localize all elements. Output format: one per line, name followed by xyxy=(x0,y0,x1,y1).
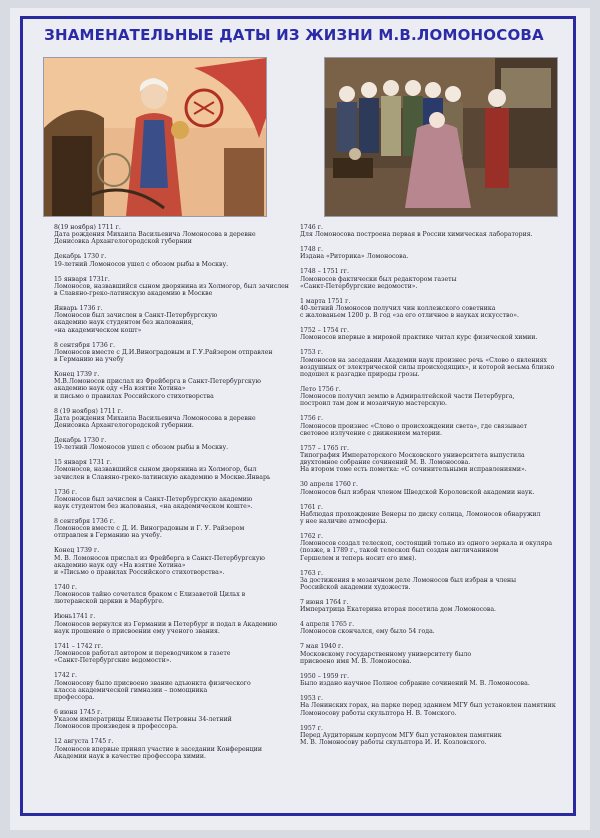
entry-right-3 xyxy=(300,298,562,320)
entry-right-17 xyxy=(300,695,562,717)
entry-date: Декабрь 1730 г. xyxy=(54,253,107,261)
entry-right-0 xyxy=(300,224,562,238)
entry-left-3 xyxy=(54,305,302,334)
entry-text: Императрица Екатерина вторая посетила дом Ломоносова. xyxy=(300,606,496,614)
group-painting-art xyxy=(325,58,557,216)
entry-date: 6 июня 1745 г. xyxy=(54,708,103,716)
entry-right-18 xyxy=(300,725,562,747)
entry-text: 19-летний Ломоносов ушел с обозом рыбы в Москву. xyxy=(54,260,229,268)
entry-date: Конец 1739 г. xyxy=(54,371,100,379)
entry-date: 7 июня 1764 г. xyxy=(300,599,349,607)
entry-text: Ломоносов был зачислен в Санкт-Петербургскую академию наук студентом без жалования, «на академическом кошт» xyxy=(54,312,218,334)
entry-right-15 xyxy=(300,643,562,665)
entry-date: 8 сентября 1736 г. xyxy=(54,518,115,526)
entry-date: 1742 г. xyxy=(54,672,77,680)
entry-right-12 xyxy=(300,570,562,592)
entry-text: Ломоносов вернулся из Германии в Петербург и подал в Академию наук прошение о присвоении ему ученого звания. xyxy=(54,620,277,635)
entry-date: 4 апреля 1765 г. xyxy=(300,621,355,629)
entry-left-9 xyxy=(54,489,302,511)
entry-right-5 xyxy=(300,349,562,378)
entry-text: Ломоносов, назвавшийся сыном дворянина из Холмогор, был зачислен в Славяно-греко-латинскую академию в Москве.Январь xyxy=(54,466,271,481)
entry-left-6 xyxy=(54,408,302,430)
entry-text: Ломоносов был избран членом Шведской Королевской академии наук. xyxy=(300,488,535,496)
entry-text: Ломоносов вместе с Д.И.Виноградовым и Г.У.Райзером отправлен в Германию на учебу xyxy=(54,348,273,364)
entry-text: Перед Аудиторным корпусом МГУ был установлен памятник М. В. Ломоносову работы скульптора И. И. Козловского. xyxy=(300,731,502,746)
entry-date: Лето 1756 г. xyxy=(300,386,341,394)
entry-left-14 xyxy=(54,643,302,665)
entry-date: 1753 г. xyxy=(300,349,323,357)
right-column xyxy=(300,224,562,832)
entry-date: 1752 – 1754 гг. xyxy=(300,327,349,335)
entry-left-12 xyxy=(54,584,302,606)
entry-text: Типография Императорского Московского университета выпустила двухтомное собрание сочинений М. В. Ломоносова. На втором томе есть пометка: «С сочинительными исправлениями». xyxy=(300,452,527,474)
entry-right-11 xyxy=(300,533,562,562)
entry-date: Июнь1741 г. xyxy=(54,613,96,621)
entry-text: Было издано научное Полное собрание сочинений М. В. Ломоносова. xyxy=(300,680,530,688)
entry-left-16 xyxy=(54,709,302,731)
entry-left-0 xyxy=(54,224,302,246)
left-column xyxy=(54,224,302,832)
entry-left-13 xyxy=(54,613,302,635)
entry-date: 1761 г. xyxy=(300,503,323,511)
entry-text: Ломоносов произнес «Слово о происхождении света», где связывает световое излучение с движением материи. xyxy=(300,422,528,437)
entry-left-5 xyxy=(54,371,302,400)
entry-right-1 xyxy=(300,246,562,260)
entry-text: Московскому государственному университету было присвоено имя М. В. Ломоносова. xyxy=(300,650,472,665)
entry-date: 15 января 1731 г. xyxy=(54,459,112,467)
entry-date: 1950 – 1959 гг. xyxy=(300,672,349,680)
entry-date: 8(19 ноября) 1711 г. xyxy=(54,224,121,231)
entry-right-7 xyxy=(300,415,562,437)
entry-left-10 xyxy=(54,518,302,540)
entry-text: 40-летний Ломоносов получил чин коллежского советника с жалованьем 1200 р. В год «за его отличное в науках искусство». xyxy=(300,305,519,320)
entry-text: М. В. Ломоносов прислал из Фрейберга в Санкт-Петербургскую академию наук оду «На взятие Хотина» и «Письмо о правилах Российского стихотворства». xyxy=(54,554,265,577)
entry-text: Издана «Риторика» Ломоносова. xyxy=(300,253,409,261)
entry-text: Ломоносов вместе с Д. И. Виноградовым и Г. У. Райзером отправлен в Германию на учебу. xyxy=(54,525,245,540)
entry-text: Для Ломоносова построена первая в России химическая лаборатория. xyxy=(300,231,533,239)
entry-date: 8 (19 ноября) 1711 г. xyxy=(54,407,123,415)
entry-right-14 xyxy=(300,621,562,635)
entry-left-11 xyxy=(54,547,302,576)
entry-date: 15 января 1731г. xyxy=(54,275,110,283)
entry-date: Конец 1739 г. xyxy=(54,547,100,555)
entry-text: 19-летний Ломоносов ушел с обозом рыбы в Москву. xyxy=(54,444,229,452)
entry-text: Ломоносов получил землю в Адмиралтейской части Петербурга, построил там дом и мозаичную мастерскую. xyxy=(300,393,515,408)
entry-date: 1748 г. xyxy=(300,246,323,254)
entry-date: 1756 г. xyxy=(300,415,323,423)
entry-date: 1757 – 1765 гг. xyxy=(300,444,349,452)
entry-date: 1736 г. xyxy=(54,488,77,496)
entry-right-13 xyxy=(300,599,562,613)
entry-right-9 xyxy=(300,481,562,495)
entry-left-2 xyxy=(54,276,302,298)
entry-left-4 xyxy=(54,342,302,364)
entry-date: 8 сентября 1736 г. xyxy=(54,341,115,349)
entry-date: 1762 г. xyxy=(300,533,323,541)
entry-text: Ломоносову было присвоено звание адъюнкта физического класса академической гимназии – помощника профессора. xyxy=(54,679,251,701)
entry-left-1 xyxy=(54,253,302,267)
entry-date: 1740 г. xyxy=(54,584,77,592)
entry-text: Ломоносов создал телескоп, состоящий только из одного зеркала и окуляра (позже, в 1789 г., такой телескоп был создан англичанином Гершелем и теперь носит его имя). xyxy=(300,540,553,562)
entry-date: 1957 г. xyxy=(300,724,323,732)
entry-text: Ломоносов был зачислен в Санкт-Петербургскую академию наук студентом без жалованья, «на академическом коште». xyxy=(54,495,253,511)
entry-left-7 xyxy=(54,437,302,451)
entry-date: Январь 1736 г. xyxy=(54,305,103,313)
entry-text: Дата рождения Михаила Васильевича Ломоносова в деревне Денисовка Архангелогородской губернии xyxy=(54,231,256,246)
entry-date: Декабрь 1730 г. xyxy=(54,437,107,445)
entry-text: Ломоносов впервые принял участие в заседании Конференции Академии наук в качестве профессора химии. xyxy=(54,745,262,760)
entry-date: 1748 – 1751 гг. xyxy=(300,268,349,276)
entry-date: 30 апреля 1760 г. xyxy=(300,481,358,489)
entry-text: Ломоносов работал автором и переводчиком в газете «Санкт-Петербургские ведомости». xyxy=(54,650,231,665)
entry-right-8 xyxy=(300,445,562,474)
entry-right-2 xyxy=(300,268,562,290)
entry-text: Ломоносов тайно сочетался браком с Елизаветой Цильх в лютеранской церкви в Марбурге. xyxy=(54,591,246,606)
entry-right-10 xyxy=(300,504,562,526)
entry-date: 1746 г. xyxy=(300,224,323,231)
entry-right-6 xyxy=(300,386,562,408)
entry-text: За достижения в мозаичном деле Ломоносов был избран в члены Российской академии художеств. xyxy=(300,576,517,592)
entry-text: Ломоносов на заседании Академии наук произнес речь «Слово о явлениях воздушных от электрической силы происходящих», и которой весьма близко подошел к разгадке природы грозы. xyxy=(300,356,555,379)
entry-text: На Ленинских горах, на паркe перед зданием МГУ был установлен памятник Ломоносову работы скульптора Н. В. Томского. xyxy=(300,702,556,717)
entry-text: Наблюдая прохождение Венеры по диску солнца, Ломоносов обнаружил у нее наличие атмосферы. xyxy=(300,510,541,526)
entry-date: 7 мая 1940 г. xyxy=(300,643,344,651)
entry-date: 1741 – 1742 гг. xyxy=(54,642,103,650)
entry-left-15 xyxy=(54,672,302,701)
entry-right-4 xyxy=(300,327,562,341)
entry-text: Указом императрицы Елизаветы Петровны 34-летний Ломоносов произведен в профессора. xyxy=(54,716,232,731)
portrait-painting xyxy=(43,57,267,217)
entry-text: Ломоносов, назвавшийся сыном дворянина из Холмогор, был зачислен в Славяно-греко-латинскую академию в Москве xyxy=(54,282,289,298)
group-painting xyxy=(324,57,558,217)
entry-text: Ломоносов впервые в мировой практике читал курс физической химии. xyxy=(300,334,538,342)
entry-date: 1 марта 1751 г. xyxy=(300,297,351,305)
portrait-painting-art xyxy=(44,58,266,216)
entry-text: Ломоносов фактически был редактором газеты «Санкт-Петербургские ведомости». xyxy=(300,275,457,290)
entry-text: Дата рождения Михаила Васильевича Ломоносова в деревне Денисовка Архангелогородской губернии. xyxy=(54,414,256,430)
poster-title: ЗНАМЕНАТЕЛЬНЫЕ ДАТЫ ИЗ ЖИЗНИ М.В.ЛОМОНОСОВА xyxy=(44,26,544,44)
entry-date: 1763 г. xyxy=(300,569,323,577)
entry-right-16 xyxy=(300,673,562,687)
entry-left-17 xyxy=(54,738,302,760)
entry-date: 1953 г. xyxy=(300,695,323,703)
entry-left-8 xyxy=(54,459,302,481)
entry-text: Ломоносов скончался, ему было 54 года. xyxy=(300,628,435,636)
entry-text: М.В.Ломоносов прислал из Фрейберга в Санкт-Петербургскую академию наук оду «На взятие Хотина» и письмо о правилах Российского стихотворства xyxy=(54,378,261,400)
entry-date: 12 августа 1745 г. xyxy=(54,738,114,746)
